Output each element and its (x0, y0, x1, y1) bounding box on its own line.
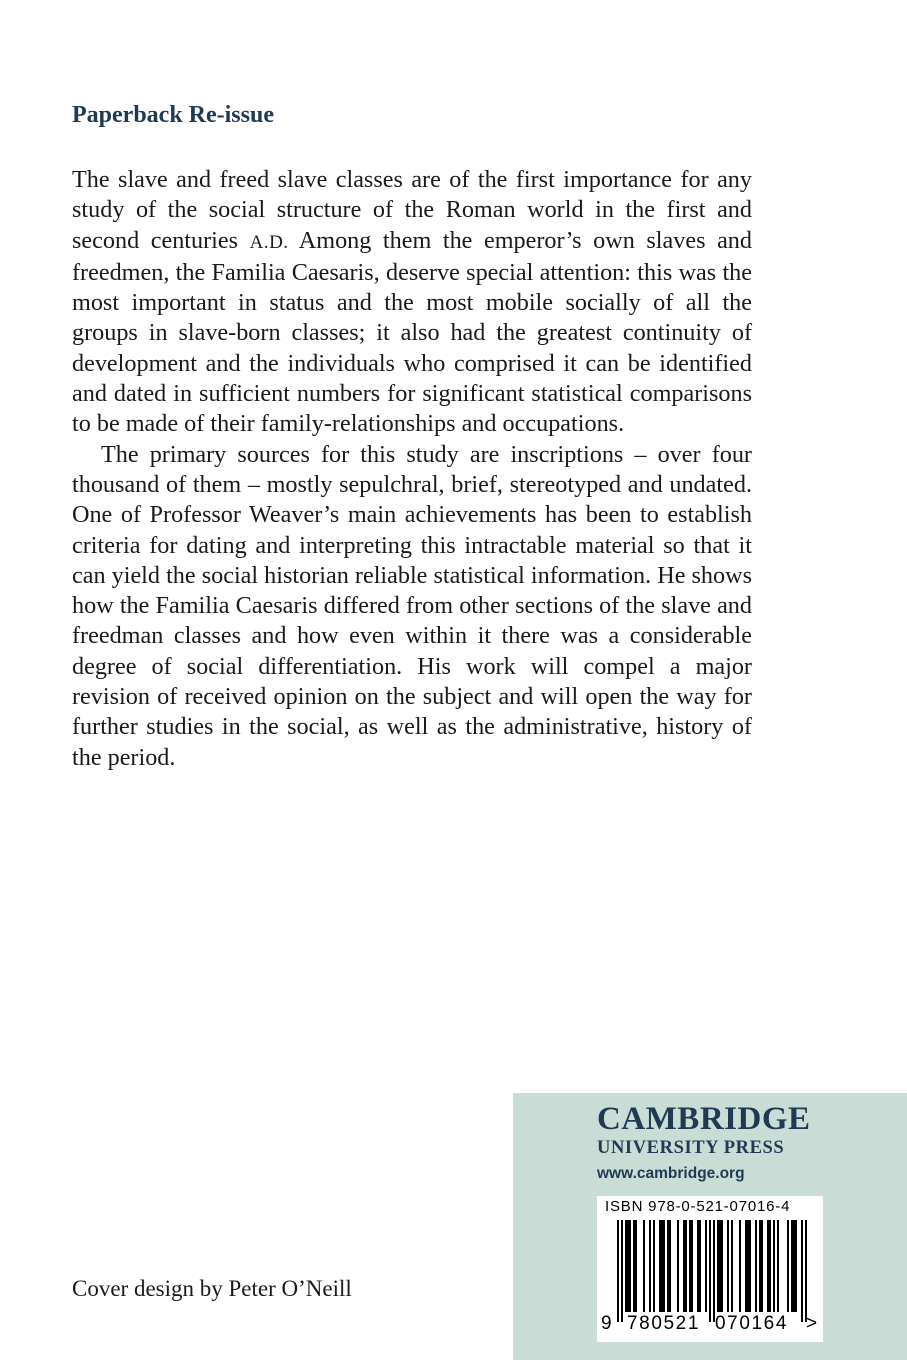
p1-part-a: The slave and freed slave classes are of the first importance for any study of the social structure of the Roman world in the first and second centuries (72, 166, 752, 254)
barcode-bar (629, 1220, 631, 1312)
publisher-name: CAMBRIDGE (597, 1101, 811, 1137)
barcode-bar (739, 1220, 741, 1312)
barcode-bar (649, 1220, 651, 1312)
barcode-bar (749, 1220, 751, 1312)
barcode-guard-bar (713, 1220, 715, 1322)
publisher-panel (513, 1093, 907, 1360)
barcode-bar (755, 1220, 757, 1312)
barcode-bar (731, 1220, 733, 1312)
ean-first-digit: 9 (601, 1313, 614, 1334)
blurb-paragraph-2: The primary sources for this study are inscriptions – over four thousand of them – mostly sepulchral, brief, stereotyped and undated. One of Professor Weaver’s main achievements has been to establish criteria for dating and interpreting this intractable material so that it can yield the social historian reliable statistical information. He shows how the Familia Caesaris differed from other sections of the slave and freedman classes and how even within it there was a considerable degree of social differentiation. His work will compel a major revision of received opinion on the subject and will open the way for further studies in the social, as well as the administrative, history of the period. (72, 440, 752, 771)
ean-quiet-zone-mark: > (806, 1313, 819, 1334)
section-heading: Paperback Re-issue (72, 102, 274, 128)
barcode-bar (795, 1220, 797, 1312)
barcode-bar (633, 1220, 635, 1312)
barcode-bar (769, 1220, 771, 1312)
barcode-bar (721, 1220, 723, 1312)
barcode-bar (761, 1220, 763, 1312)
barcode-bar (683, 1220, 685, 1312)
barcode-bar (661, 1220, 663, 1312)
barcode-bar (653, 1220, 655, 1312)
barcode-bar (717, 1220, 719, 1312)
barcode-bar (643, 1220, 645, 1312)
ean-left-group: 780521 (627, 1313, 701, 1334)
barcode-guard-bar (805, 1220, 807, 1322)
barcode-bar (791, 1220, 793, 1312)
blurb-paragraph-1 (72, 165, 752, 440)
barcode-bar (767, 1220, 769, 1312)
p1-part-b: Among them the emperor’s own slaves and freedmen, the Familia Caesaris, deserve special attention: this was the most important in status and the most mobile socially of all the groups in slave-born classes; it also had the greatest continuity of development and the individuals who comprised it can be identified and dated in sufficient numbers for significant statistical comparisons to be made of their family-relationships and occupations. (72, 226, 752, 438)
barcode-bar (759, 1220, 761, 1312)
barcode-bar (773, 1220, 775, 1312)
isbn-label: ISBN 978-0-521-07016-4 (605, 1198, 791, 1215)
ean-right-group: 070164 (715, 1313, 789, 1334)
barcode-bar (667, 1220, 669, 1312)
barcode-bar (745, 1220, 747, 1312)
barcode-bar (697, 1220, 699, 1312)
barcode-guard-bar (801, 1220, 803, 1322)
barcode-bar (627, 1220, 629, 1312)
barcode-bar (689, 1220, 691, 1312)
cover-credit: Cover design by Peter O’Neill (72, 1276, 352, 1301)
barcode-bar (691, 1220, 693, 1312)
era-abbrev: A.D. (249, 231, 289, 253)
barcode-bar (699, 1220, 701, 1312)
barcode-bar (727, 1220, 729, 1312)
barcode-guard-bar (621, 1220, 623, 1322)
barcode-bar (635, 1220, 637, 1312)
publisher-subtitle: UNIVERSITY PRESS (597, 1138, 785, 1158)
barcode-bar (793, 1220, 795, 1312)
barcode-bar (747, 1220, 749, 1312)
barcode-guard-bar (617, 1220, 619, 1322)
barcode-bar (625, 1220, 627, 1312)
barcode-bar (659, 1220, 661, 1312)
barcode-bar (705, 1220, 707, 1312)
publisher-website: www.cambridge.org (597, 1165, 745, 1182)
barcode-bar (777, 1220, 779, 1312)
barcode-bar (663, 1220, 665, 1312)
barcode-box (597, 1196, 823, 1342)
blurb-text (72, 165, 752, 773)
barcode-bar (719, 1220, 721, 1312)
barcode-guard-bar (709, 1220, 711, 1322)
barcode-bar (677, 1220, 679, 1312)
barcode-bar (669, 1220, 671, 1312)
barcode-bar (787, 1220, 789, 1312)
barcode-bar (685, 1220, 687, 1312)
